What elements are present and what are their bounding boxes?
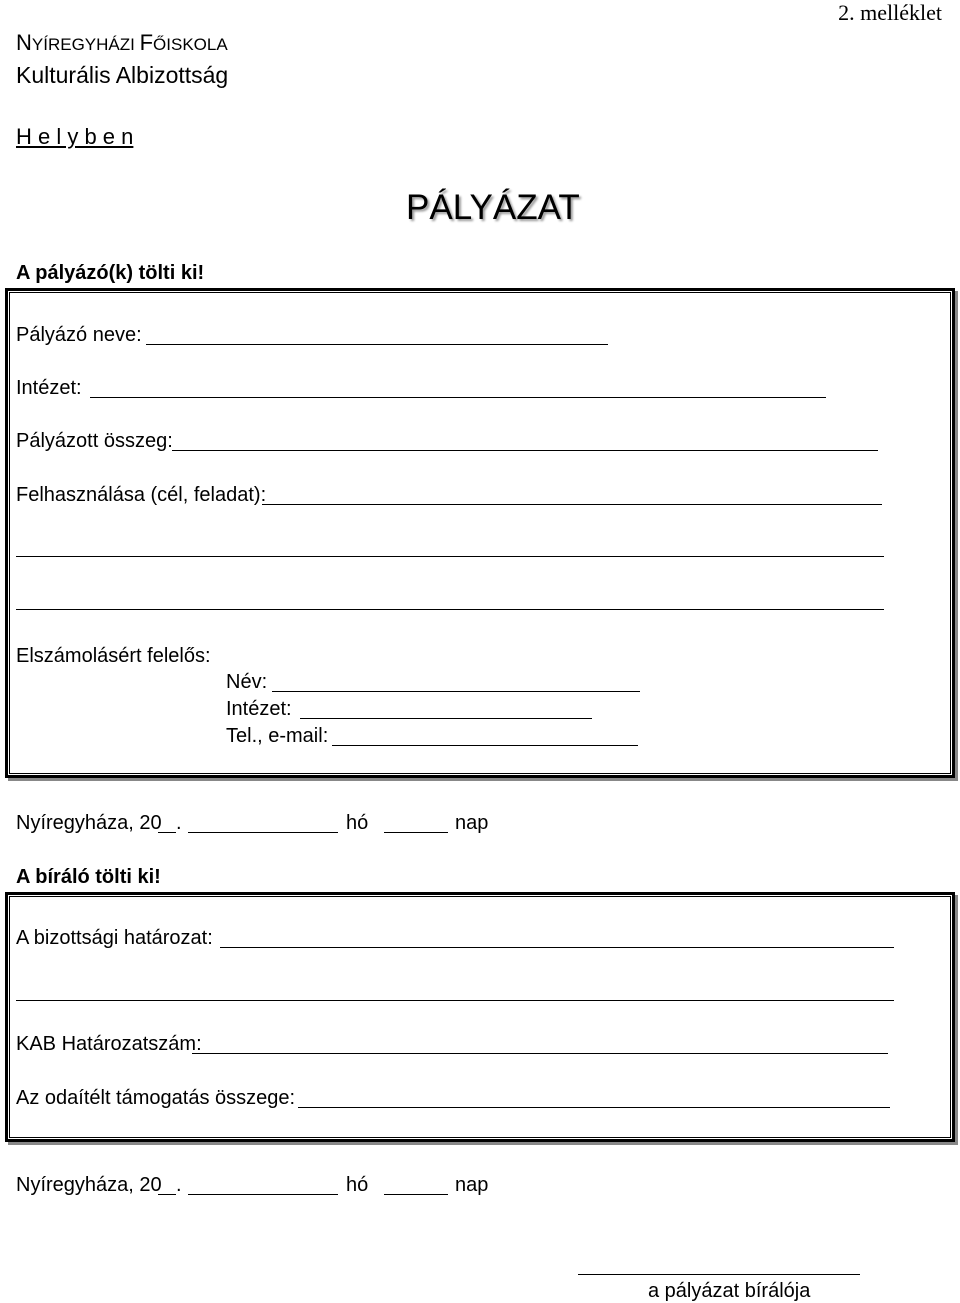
date-dot-2: . [176, 1174, 182, 1196]
committee-name: Kulturális Albizottság [16, 62, 229, 88]
date-city-2: Nyíregyháza, 20 [16, 1174, 162, 1196]
resp-institute-field[interactable] [300, 718, 592, 719]
resp-name-label: Név: [226, 671, 268, 693]
date-city-1: Nyíregyháza, 20 [16, 812, 162, 834]
applicant-heading: A pályázó(k) tölti ki! [16, 262, 205, 284]
resp-name-field[interactable] [272, 691, 640, 692]
institute-label: Intézet: [16, 377, 82, 399]
decision-field[interactable] [220, 947, 894, 948]
awarded-amount-label: Az odaítélt támogatás összege: [16, 1087, 296, 1109]
usage-label: Felhasználása (cél, feladat): [16, 484, 267, 506]
signature-caption: a pályázat bírálója [648, 1280, 811, 1302]
date-year-field-1[interactable] [158, 832, 176, 833]
date-day-label-1: nap [455, 812, 489, 834]
reviewer-heading: A bíráló tölti ki! [16, 866, 161, 888]
usage-field[interactable] [262, 504, 882, 505]
date-year-field-2[interactable] [158, 1194, 176, 1195]
date-day-field-1[interactable] [384, 832, 448, 833]
decision-number-field[interactable] [192, 1053, 888, 1054]
date-month-field-2[interactable] [188, 1194, 338, 1195]
applicant-name-field[interactable] [146, 344, 608, 345]
annex-label: 2. melléklet [838, 0, 942, 25]
applicant-box [5, 288, 955, 778]
resp-contact-field[interactable] [332, 745, 638, 746]
date-dot-1: . [176, 812, 182, 834]
school-name: NYÍREGYHÁZI FŐISKOLA [16, 30, 228, 55]
date-day-field-2[interactable] [384, 1194, 448, 1195]
decision-field-line-2[interactable] [16, 1000, 894, 1001]
amount-label: Pályázott összeg: [16, 430, 173, 452]
awarded-amount-field[interactable] [298, 1107, 890, 1108]
date-month-label-1: hó [346, 812, 369, 834]
resp-institute-label: Intézet: [226, 698, 292, 720]
local-delivery: H e l y b e n [16, 124, 134, 149]
usage-field-line-2[interactable] [16, 556, 884, 557]
resp-contact-label: Tel., e-mail: [226, 725, 329, 747]
institute-field[interactable] [90, 397, 826, 398]
amount-field[interactable] [172, 450, 878, 451]
applicant-name-label: Pályázó neve: [16, 324, 142, 346]
date-month-field-1[interactable] [188, 832, 338, 833]
decision-label: A bizottsági határozat: [16, 927, 213, 949]
usage-field-line-3[interactable] [16, 609, 884, 610]
signature-field[interactable] [578, 1274, 860, 1275]
decision-number-label: KAB Határozatszám: [16, 1033, 202, 1055]
date-day-label-2: nap [455, 1174, 489, 1196]
date-month-label-2: hó [346, 1174, 369, 1196]
responsible-label: Elszámolásért felelős: [16, 645, 211, 667]
page-title: PÁLYÁZAT [406, 188, 580, 227]
